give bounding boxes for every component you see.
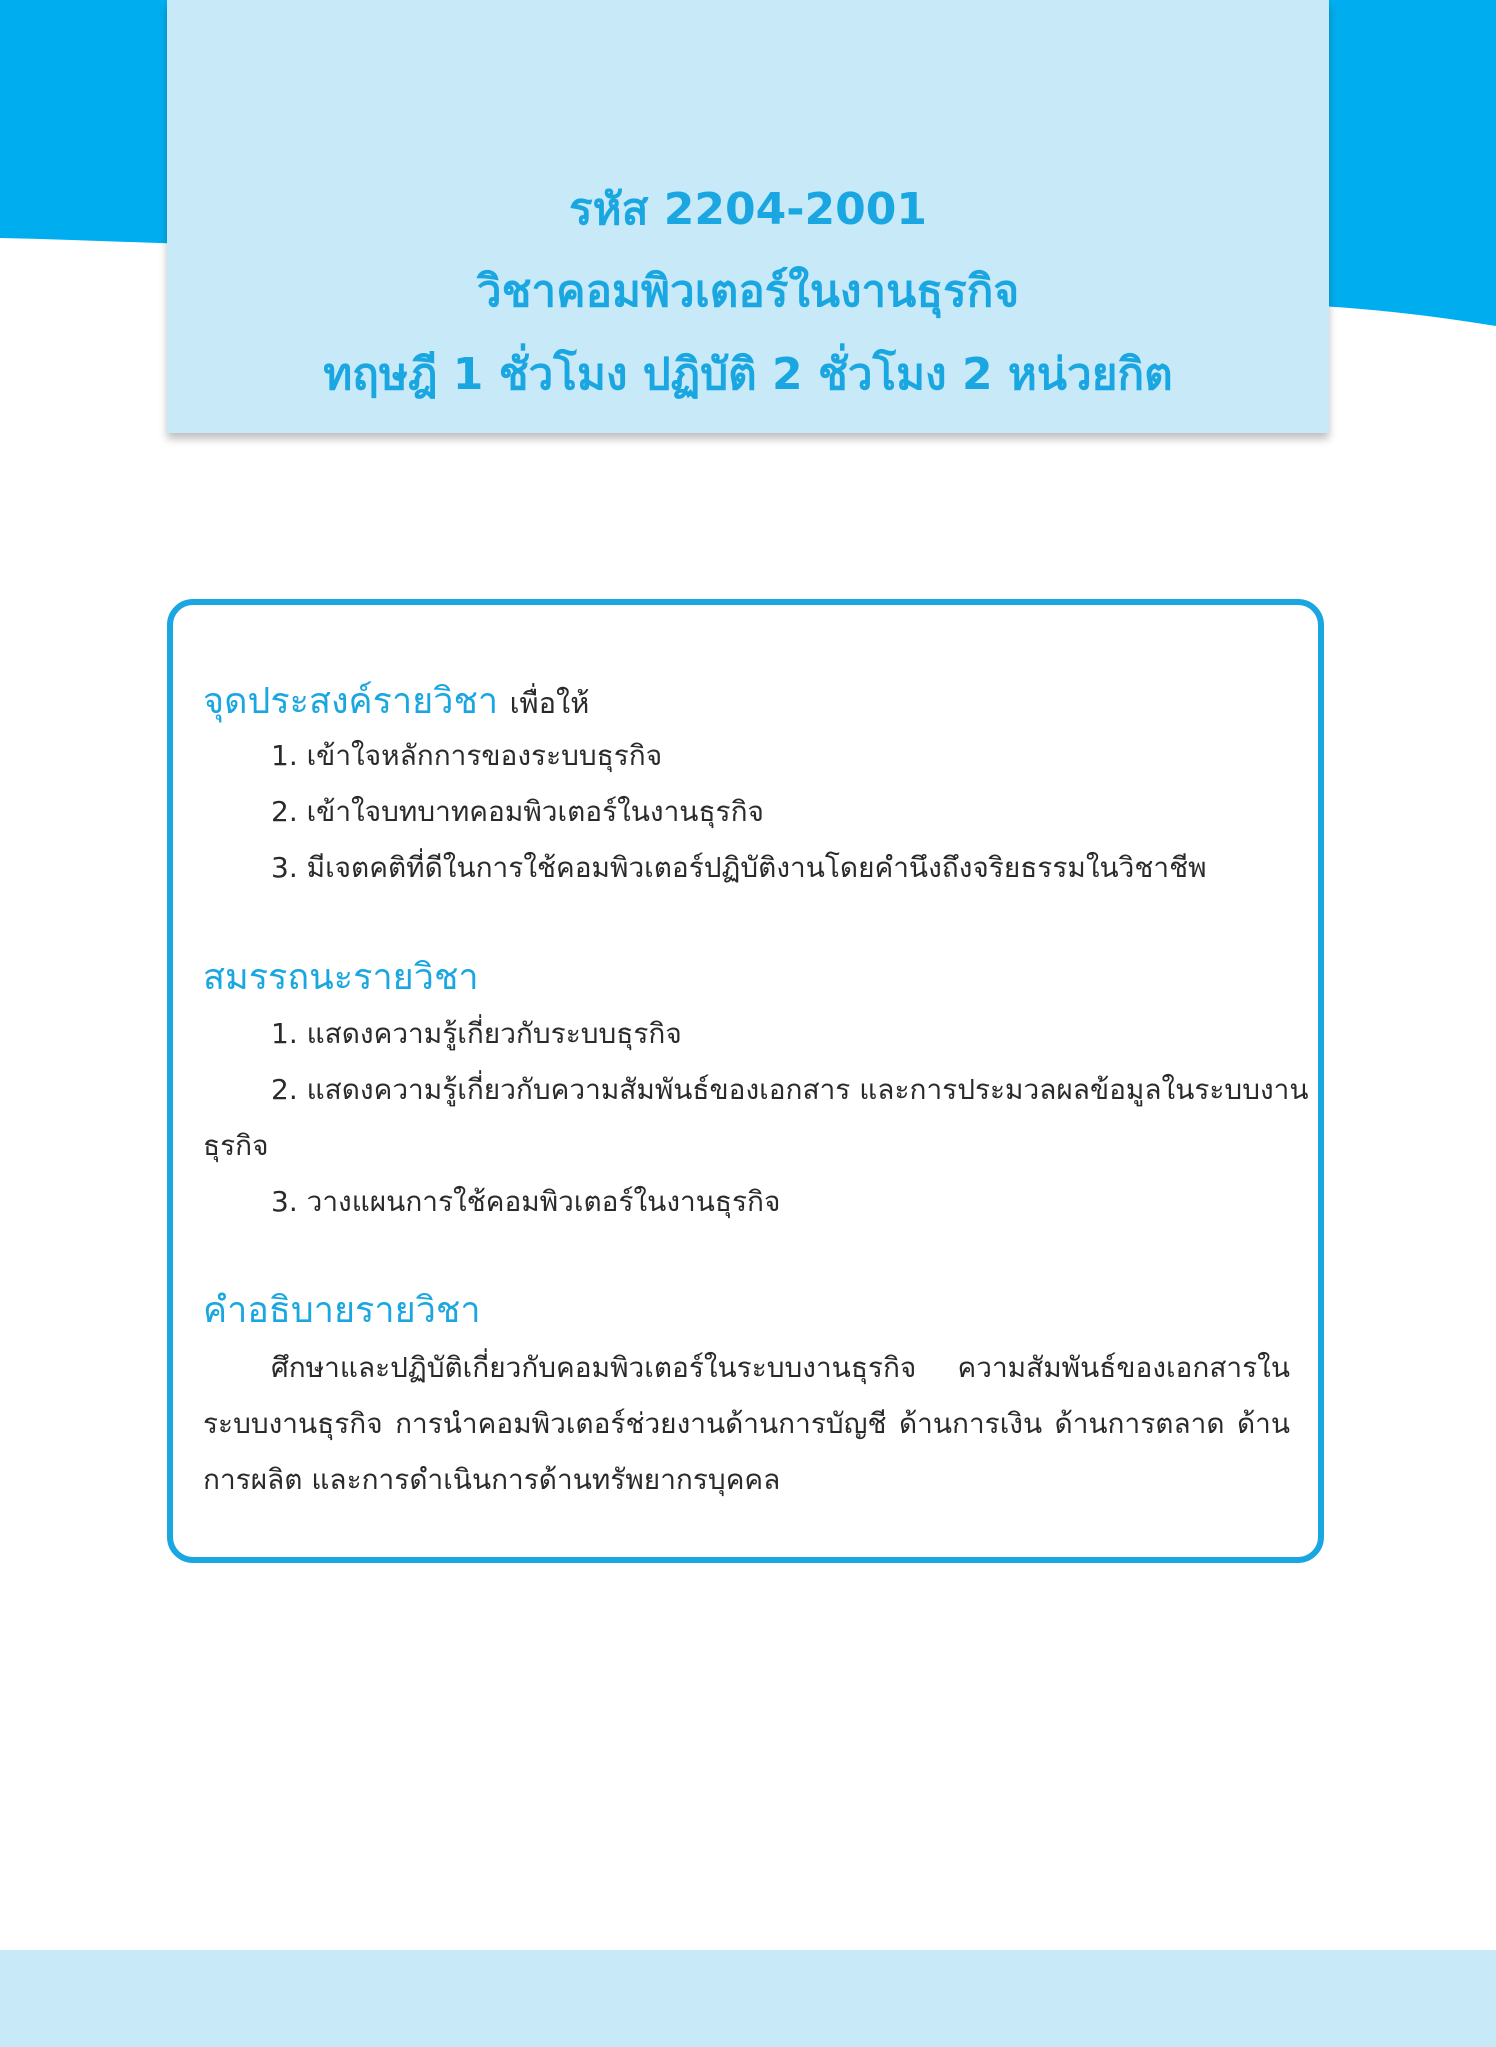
footer-band	[0, 1950, 1496, 2047]
objectives-heading	[203, 678, 589, 727]
course-details-box	[167, 599, 1324, 1563]
description-paragraph: ศึกษาและปฏิบัติเกี่ยวกับคอมพิวเตอร์ในระบบงานธุรกิจ ความสัมพันธ์ของเอกสารในระบบงานธุรกิจ การนำคอมพิวเตอร์ช่วยงานด้านการบัญชี ด้านการเงิน ด้านการตลาด ด้านการผลิต และการดำเนินการด้านทรัพยากรบุคคล	[203, 1351, 1290, 1496]
objective-item: 3. มีเจตคติที่ดีในการใช้คอมพิวเตอร์ปฏิบัติงานโดยคำนึงถึงจริยธรรมในวิชาชีพ	[271, 851, 1207, 884]
objective-item: 2. เข้าใจบทบาทคอมพิวเตอร์ในงานธุรกิจ	[271, 795, 764, 828]
competency-item: 1. แสดงความรู้เกี่ยวกับระบบธุรกิจ	[271, 1017, 682, 1050]
competencies-heading: สมรรถนะรายวิชา	[203, 957, 479, 998]
objective-item: 1. เข้าใจหลักการของระบบธุรกิจ	[271, 739, 663, 772]
description-heading: คำอธิบายรายวิชา	[203, 1290, 481, 1331]
objectives-heading-label: จุดประสงค์รายวิชา	[203, 681, 499, 722]
competency-item: 2. แสดงความรู้เกี่ยวกับความสัมพันธ์ของเอกสาร และการประมวลผลข้อมูลในระบบงาน	[271, 1073, 1309, 1106]
course-name-title: วิชาคอมพิวเตอร์ในงานธุรกิจ	[476, 266, 1020, 317]
competency-item-continuation: ธุรกิจ	[203, 1129, 269, 1162]
objectives-heading-tail: เพื่อให้	[509, 686, 590, 720]
course-header-card	[167, 0, 1329, 433]
course-hours-credits: ทฤษฎี 1 ชั่วโมง ปฏิบัติ 2 ชั่วโมง 2 หน่วยกิต	[323, 349, 1173, 400]
course-code-title: รหัส 2204-2001	[569, 184, 927, 235]
competency-item: 3. วางแผนการใช้คอมพิวเตอร์ในงานธุรกิจ	[271, 1185, 781, 1218]
